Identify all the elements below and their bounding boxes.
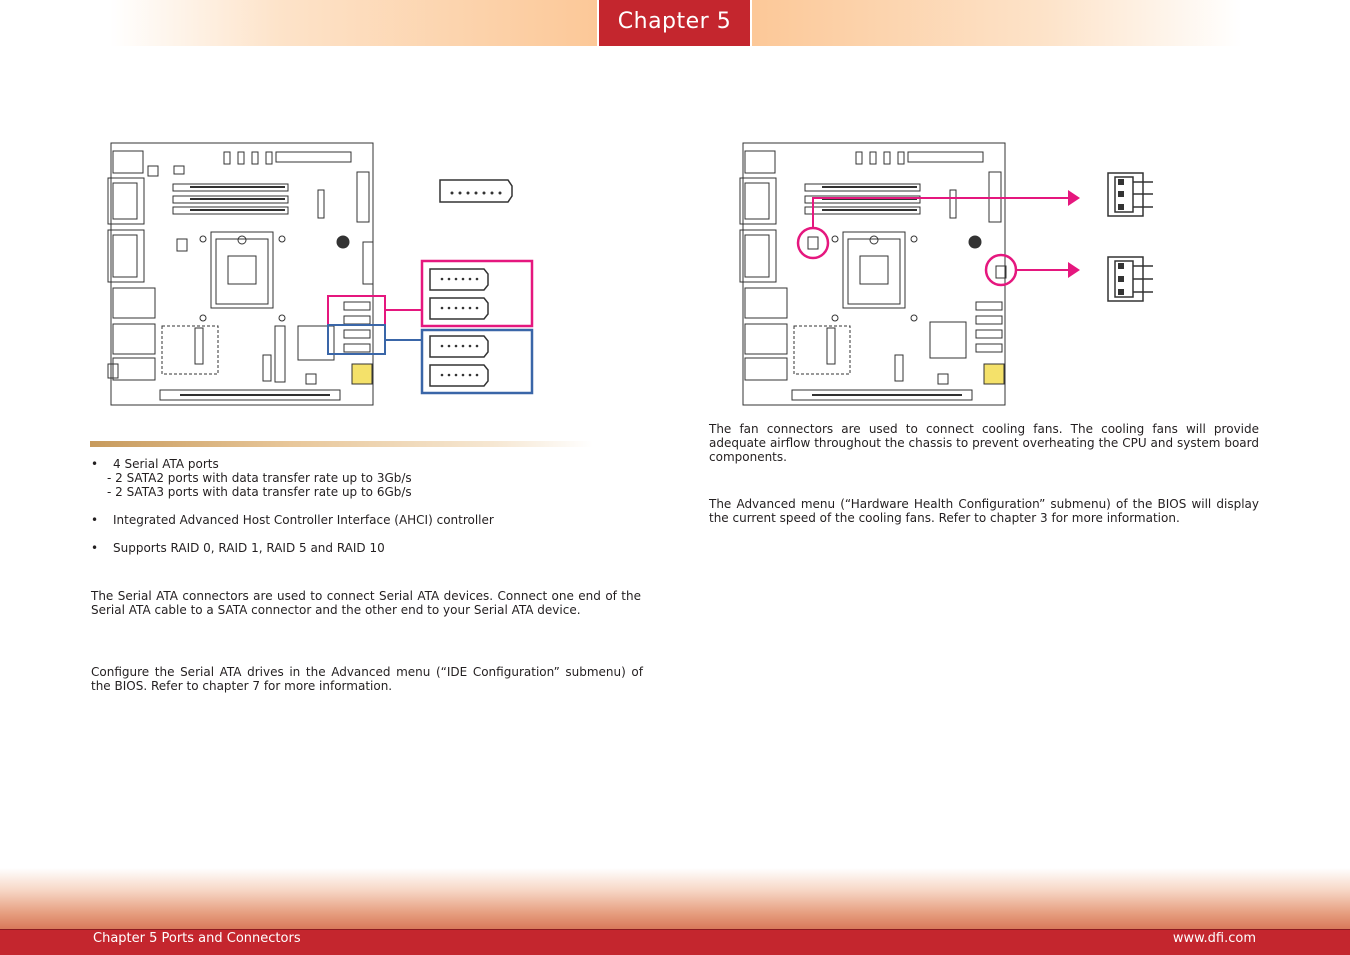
footer-gradient [0,868,1350,930]
fan-bios-note: The Advanced menu (“Hardware Health Configuration” submenu) of the BIOS will display the current speed of the cooling fans. Refer to chapter 3 for more information. [709,497,1259,525]
footer-chapter-title: Chapter 5 Ports and Connectors [93,931,301,946]
sata-feature-list [91,457,651,569]
sata-board-diagram [100,136,550,411]
sata-description: The Serial ATA connectors are used to connect Serial ATA devices. Connect one end of the Serial ATA cable to a SATA connector and the other end to your Serial ATA device. [91,589,641,617]
sata-bios-note: Configure the Serial ATA drives in the Advanced menu (“IDE Configuration” submenu) of the BIOS. Refer to chapter 7 for more information. [91,665,643,693]
header-gradient-right [752,0,1242,46]
list-item: • Integrated Advanced Host Controller Interface (AHCI) controller [91,513,651,527]
list-item: • 4 Serial ATA ports - 2 SATA2 ports with data transfer rate up to 3Gb/s - 2 SATA3 ports with data transfer rate up to 6Gb/s [91,457,651,499]
footer-website-link[interactable]: www.dfi.com [1172,931,1256,946]
list-item: • Supports RAID 0, RAID 1, RAID 5 and RAID 10 [91,541,651,555]
header-gradient-left [110,0,597,46]
fan-board-diagram [732,136,1172,411]
fan-description: The fan connectors are used to connect cooling fans. The cooling fans will provide adequate airflow throughout the chassis to prevent overheating the CPU and system board components. [709,422,1259,464]
chapter-tab: Chapter 5 [599,0,750,46]
section-divider [90,441,593,447]
